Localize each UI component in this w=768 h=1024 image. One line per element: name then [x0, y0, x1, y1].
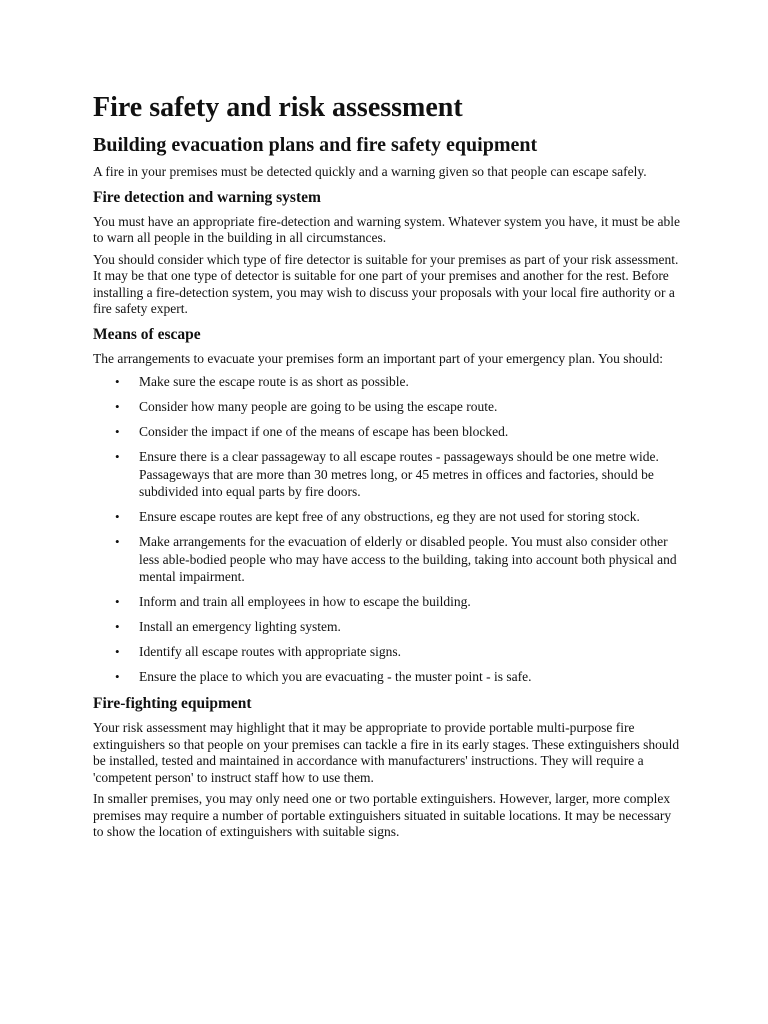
bullet-icon: • [115, 669, 120, 684]
list-item [93, 593, 683, 611]
bullet-icon: • [115, 644, 120, 659]
bullet-icon: • [115, 424, 120, 439]
list-item [93, 398, 683, 416]
detection-paragraph-2: You should consider which type of fire detector is suitable for your premises as part of your risk assessment. It may be that one type of detector is suitable for one part of your premises and another for the rest. Before installing a fire-detection system, you may wish to discuss your proposals with your local fire authority or a fire safety expert. [93, 251, 679, 316]
list-item [93, 533, 683, 586]
detection-paragraph-1: You must have an appropriate fire-detection and warning system. Whatever system you have, it must be able to warn all people in the building in all circumstances. [93, 213, 680, 245]
document-page [93, 88, 683, 846]
list-item-text: Ensure there is a clear passageway to all escape routes - passageways should be one metre wide. Passageways that are more than 30 metres long, or 45 metres in offices and factories, should be subdivided into equal parts by fire doors. [139, 449, 659, 499]
list-item [93, 618, 683, 636]
list-item [93, 423, 683, 441]
list-item-text: Make sure the escape route is as short as possible. [139, 374, 409, 389]
equipment-heading: Fire-fighting equipment [93, 695, 252, 712]
bullet-icon: • [115, 399, 120, 414]
list-item [93, 643, 683, 661]
list-item-text: Identify all escape routes with appropriate signs. [139, 644, 402, 659]
bullet-icon: • [115, 374, 120, 389]
page-title: Fire safety and risk assessment [93, 92, 463, 123]
bullet-icon: • [115, 619, 120, 634]
bullet-icon: • [115, 449, 120, 464]
list-item-text: Consider how many people are going to be using the escape route. [139, 399, 498, 414]
list-item [93, 373, 683, 391]
escape-list [93, 373, 683, 686]
list-item-text: Ensure escape routes are kept free of any obstructions, eg they are not used for storing stock. [139, 509, 640, 524]
list-item [93, 448, 683, 501]
list-item-text: Ensure the place to which you are evacuating - the muster point - is safe. [139, 669, 532, 684]
escape-paragraph: The arrangements to evacuate your premises form an important part of your emergency plan. You should: [93, 350, 663, 366]
bullet-icon: • [115, 509, 120, 524]
equipment-paragraph-1: Your risk assessment may highlight that it may be appropriate to provide portable multi-purpose fire extinguishers so that people on your premises can tackle a fire in its early stages. These extinguishers should be installed, tested and maintained in accordance with manufacturers' instructions. They will require a 'competent person' to instruct staff how to use them. [93, 720, 680, 785]
list-item [93, 508, 683, 526]
page-subtitle: Building evacuation plans and fire safety equipment [93, 134, 538, 156]
list-item [93, 668, 683, 686]
bullet-icon: • [115, 534, 120, 549]
list-item-text: Install an emergency lighting system. [139, 619, 341, 634]
escape-heading: Means of escape [93, 325, 201, 343]
detection-heading: Fire detection and warning system [93, 188, 321, 206]
list-item-text: Inform and train all employees in how to escape the building. [139, 594, 471, 609]
bullet-icon: • [115, 594, 120, 609]
list-item-text: Consider the impact if one of the means of escape has been blocked. [139, 424, 509, 439]
list-item-text: Make arrangements for the evacuation of elderly or disabled people. You must also consider other less able-bodied people who may have access to the building, taking into account both physical and mental impairment. [139, 534, 677, 584]
equipment-paragraph-2: In smaller premises, you may only need one or two portable extinguishers. However, larger, more complex premises may require a number of portable extinguishers situated in suitable locations. It may be necessary to show the location of extinguishers with suitable signs. [93, 791, 672, 839]
intro-paragraph: A fire in your premises must be detected quickly and a warning given so that people can escape safely. [93, 164, 647, 179]
